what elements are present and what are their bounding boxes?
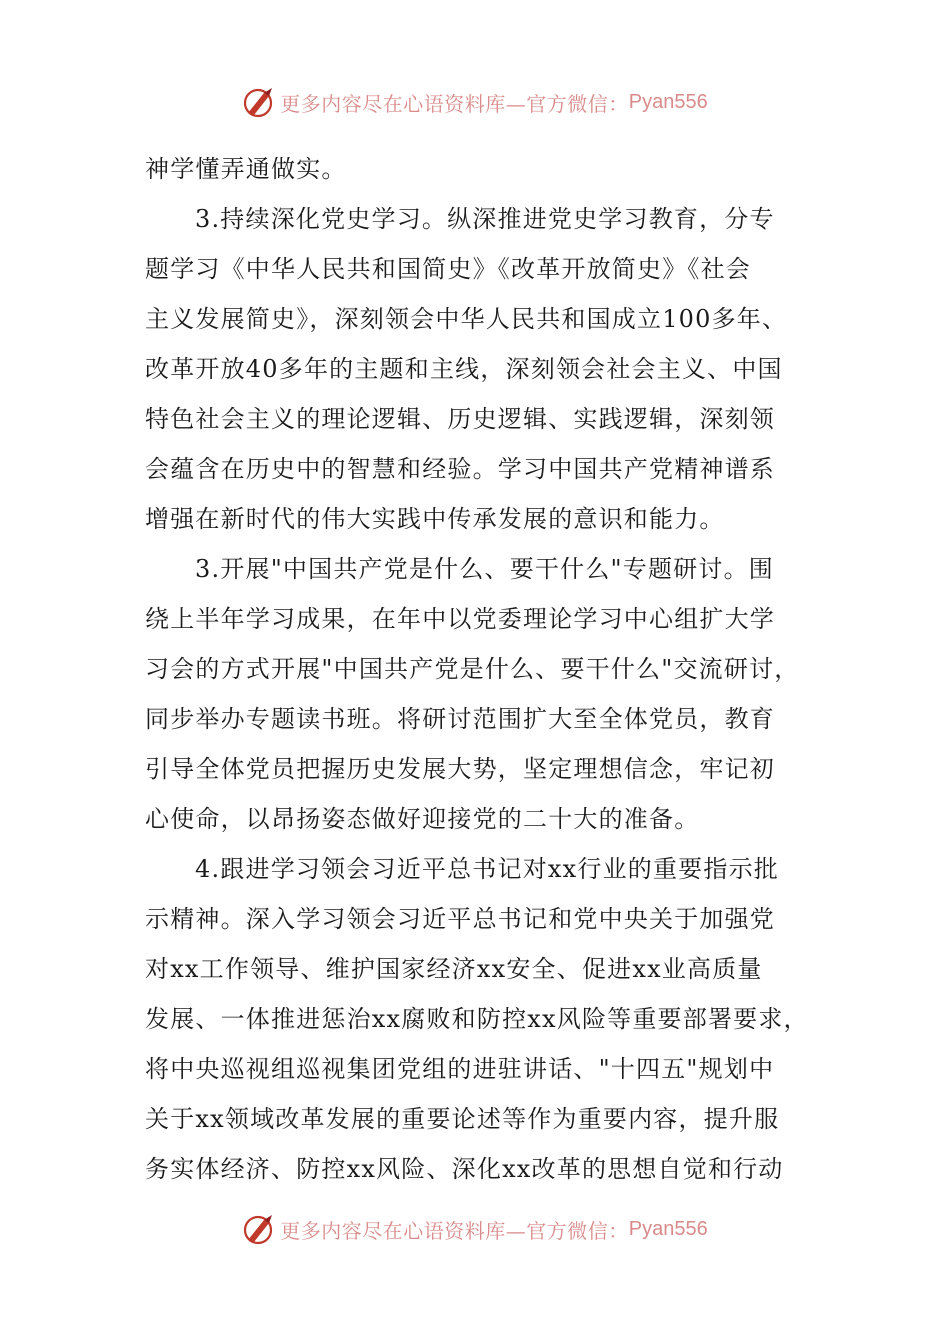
text-line: 主义发展简史》，深刻领会中华人民共和国成立100多年、 xyxy=(145,305,788,333)
watermark-header xyxy=(0,82,950,122)
text-line: 同步举办专题读书班。将研讨范围扩大至全体党员，教育 xyxy=(145,705,775,733)
text-line: 对xx工作领导、维护国家经济xx安全、促进xx业高质量 xyxy=(145,955,763,983)
text-line: 神学懂弄通做实。 xyxy=(145,155,347,183)
watermark-wechat-id: Pyan556 xyxy=(628,1217,708,1240)
text-line: 将中央巡视组巡视集团党组的进驻讲话、"十四五"规划中 xyxy=(145,1055,775,1083)
text-line: 心使命，以昂扬姿态做好迎接党的二十大的准备。 xyxy=(145,805,700,833)
paragraph xyxy=(145,844,810,1194)
text-line: 绕上半年学习成果，在年中以党委理论学习中心组扩大学 xyxy=(145,605,775,633)
watermark-wechat-id: Pyan556 xyxy=(628,90,708,113)
text-line: 增强在新时代的伟大实践中传承发展的意识和能力。 xyxy=(145,505,725,533)
text-line: 引导全体党员把握历史发展大势，坚定理想信念，牢记初 xyxy=(145,755,775,783)
text-line: 发展、一体推进惩治xx腐败和防控xx风险等重要部署要求， xyxy=(145,1005,809,1033)
paragraph xyxy=(145,544,810,844)
watermark-footer xyxy=(0,1209,950,1249)
watermark-text: 更多内容尽在心语资料库—官方微信： xyxy=(280,91,629,116)
text-line: 示精神。深入学习领会习近平总书记和党中央关于加强党 xyxy=(145,905,775,933)
text-line: 务实体经济、防控xx风险、深化xx改革的思想自觉和行动 xyxy=(145,1155,784,1183)
text-line: 改革开放40多年的主题和主线，深刻领会社会主义、中国 xyxy=(145,355,783,383)
text-line: 3.持续深化党史学习。纵深推进党史学习教育，分专 xyxy=(195,205,775,233)
text-line: 会蕴含在历史中的智慧和经验。学习中国共产党精神谱系 xyxy=(145,455,775,483)
paragraph xyxy=(145,144,810,194)
text-line: 特色社会主义的理论逻辑、历史逻辑、实践逻辑，深刻领 xyxy=(145,405,775,433)
document-body xyxy=(145,144,810,1194)
text-line: 关于xx领域改革发展的重要论述等作为重要内容，提升服 xyxy=(145,1105,780,1133)
text-line: 3.开展"中国共产党是什么、要干什么"专题研讨。围 xyxy=(195,555,774,583)
text-line: 4.跟进学习领会习近平总书记对xx行业的重要指示批 xyxy=(195,855,779,883)
text-line: 习会的方式开展"中国共产党是什么、要干什么"交流研讨， xyxy=(145,655,800,683)
pen-nib-circle-icon xyxy=(242,85,276,119)
text-line: 题学习《中华人民共和国简史》《改革开放简史》《社会 xyxy=(145,255,751,283)
paragraph xyxy=(145,194,810,544)
watermark-text: 更多内容尽在心语资料库—官方微信： xyxy=(280,1218,629,1243)
pen-nib-circle-icon xyxy=(242,1212,276,1246)
